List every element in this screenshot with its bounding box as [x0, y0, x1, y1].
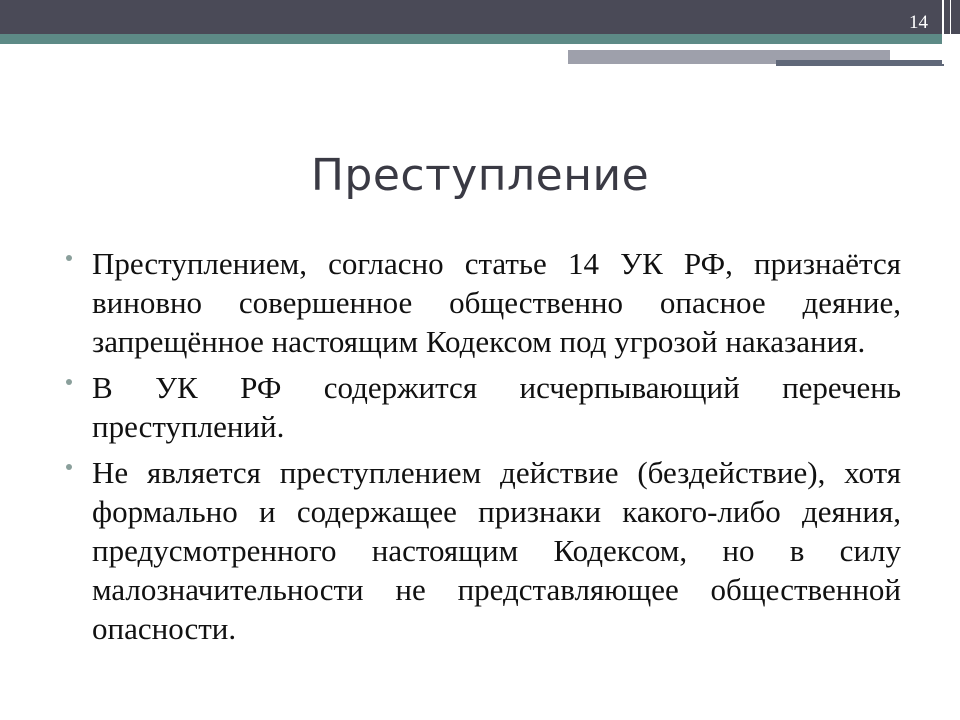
bullet-item: [92, 453, 901, 648]
bullet-text: В УК РФ содержится исчерпывающий перечень преступлений.: [92, 370, 901, 444]
header-divider-line: [942, 0, 944, 64]
slide-page-number: 14: [909, 12, 928, 33]
bullet-dot-icon: [66, 255, 72, 261]
header-band-dark: [0, 0, 960, 34]
header-band-slate: [776, 60, 944, 66]
header-band-teal: [0, 34, 943, 44]
bullet-text: Преступлением, согласно статье 14 УК РФ, признаётся виновно совершенное общественно опасное деяние, запрещённое настоящим Кодексом под угрозой наказания.: [92, 246, 901, 359]
bullet-text: Не является преступлением действие (бездействие), хотя формально и содержащее признаки какого-либо деяния, предусмотренного настоящим Кодексом, но в силу малозначительности не представляющее общественной опасности.: [92, 455, 901, 646]
slide-title: Преступление: [310, 150, 650, 201]
bullet-dot-icon: [66, 379, 72, 385]
bullet-item: [92, 244, 901, 361]
header-divider-line-thin: [950, 0, 951, 64]
bullet-list: [0, 244, 960, 655]
bullet-dot-icon: [66, 464, 72, 470]
bullet-item: [92, 368, 901, 446]
